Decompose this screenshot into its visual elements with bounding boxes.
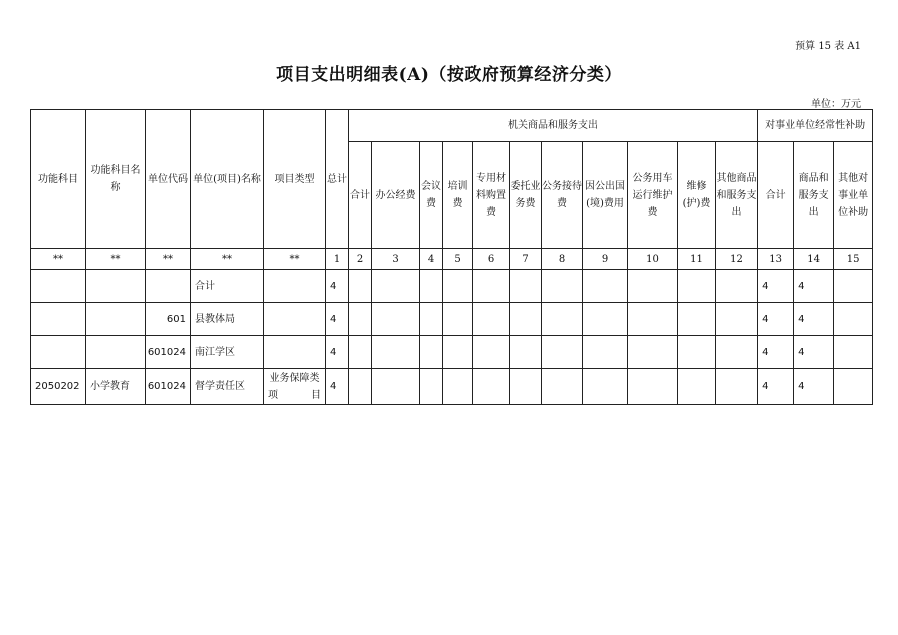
- header-g2-other: 其他对事业单位补助: [834, 142, 873, 249]
- header-reception: 公务接待费: [542, 142, 583, 249]
- cell-g2-subtotal: 4: [758, 303, 794, 336]
- index-cell: **: [86, 249, 146, 270]
- cell-project-type: [264, 303, 326, 336]
- header-func-name: 功能科目名称: [86, 110, 146, 249]
- cell-func-name: [86, 336, 146, 369]
- header-commissioned: 委托业务费: [510, 142, 542, 249]
- cell-total: 4: [326, 303, 349, 336]
- cell-g2-goods: 4: [794, 336, 834, 369]
- index-cell: 7: [510, 249, 542, 270]
- index-cell: 13: [758, 249, 794, 270]
- cell-g2-goods: 4: [794, 303, 834, 336]
- cell-total: 4: [326, 336, 349, 369]
- cell-unit-code: 601024: [146, 369, 191, 405]
- index-row: [31, 249, 873, 270]
- unit-label: 单位：万元: [811, 99, 861, 110]
- header-unit-name: 单位(项目)名称: [191, 110, 264, 249]
- table-row: [31, 270, 873, 303]
- header-func-code: 功能科目: [31, 110, 86, 249]
- cell-unit-code: 601: [146, 303, 191, 336]
- index-cell: 5: [443, 249, 473, 270]
- cell-func-name: [86, 303, 146, 336]
- cell-g2-goods: 4: [794, 369, 834, 405]
- cell-unit-name: 南江学区: [191, 336, 264, 369]
- header-project-type: 项目类型: [264, 110, 326, 249]
- header-training: 培训费: [443, 142, 473, 249]
- header-other-goods: 其他商品和服务支出: [716, 142, 758, 249]
- index-cell: 4: [420, 249, 443, 270]
- header-g1-subtotal: 合计: [349, 142, 372, 249]
- header-abroad: 因公出国(境)费用: [583, 142, 628, 249]
- header-maintenance: 维修(护)费: [678, 142, 716, 249]
- cell-func-code: 2050202: [31, 369, 86, 405]
- cell-unit-name: 督学责任区: [191, 369, 264, 405]
- table-row: [31, 369, 873, 405]
- header-meeting: 会议费: [420, 142, 443, 249]
- header-office: 办公经费: [372, 142, 420, 249]
- cell-unit-code: [146, 270, 191, 303]
- index-cell: 8: [542, 249, 583, 270]
- index-cell: 10: [628, 249, 678, 270]
- header-group-subsidy: 对事业单位经常性补助: [758, 110, 873, 142]
- index-cell: **: [146, 249, 191, 270]
- index-cell: 15: [834, 249, 873, 270]
- index-cell: **: [191, 249, 264, 270]
- cell-func-name: 小学教育: [86, 369, 146, 405]
- header-unit-code: 单位代码: [146, 110, 191, 249]
- cell-unit-name: 合计: [191, 270, 264, 303]
- header-materials: 专用材料购置费: [473, 142, 510, 249]
- index-cell: 9: [583, 249, 628, 270]
- cell-total: 4: [326, 270, 349, 303]
- page-title: 项目支出明细表(A)（按政府预算经济分类）: [276, 65, 622, 85]
- cell-project-type: [264, 336, 326, 369]
- cell-func-name: [86, 270, 146, 303]
- header-g2-subtotal: 合计: [758, 142, 794, 249]
- cell-g2-subtotal: 4: [758, 336, 794, 369]
- cell-g2-subtotal: 4: [758, 369, 794, 405]
- header-vehicle: 公务用车运行维护费: [628, 142, 678, 249]
- index-cell: 1: [326, 249, 349, 270]
- cell-unit-code: 601024: [146, 336, 191, 369]
- index-cell: 3: [372, 249, 420, 270]
- index-cell: 11: [678, 249, 716, 270]
- index-cell: 14: [794, 249, 834, 270]
- header-group-goods-services: 机关商品和服务支出: [349, 110, 758, 142]
- table-row: [31, 303, 873, 336]
- index-cell: 6: [473, 249, 510, 270]
- cell-g2-goods: 4: [794, 270, 834, 303]
- header-g2-goods: 商品和服务支出: [794, 142, 834, 249]
- cell-unit-name: 县教体局: [191, 303, 264, 336]
- index-cell: **: [31, 249, 86, 270]
- cell-project-type: 业务保障类项目: [264, 369, 326, 405]
- table-row: [31, 336, 873, 369]
- cell-g2-subtotal: 4: [758, 270, 794, 303]
- cell-func-code: [31, 270, 86, 303]
- cell-func-code: [31, 303, 86, 336]
- cell-total: 4: [326, 369, 349, 405]
- cell-func-code: [31, 336, 86, 369]
- index-cell: 12: [716, 249, 758, 270]
- header-total: 总计: [326, 110, 349, 249]
- cell-project-type: [264, 270, 326, 303]
- form-number: 预算 15 表 A1: [795, 41, 861, 52]
- budget-table: [30, 109, 873, 405]
- index-cell: **: [264, 249, 326, 270]
- index-cell: 2: [349, 249, 372, 270]
